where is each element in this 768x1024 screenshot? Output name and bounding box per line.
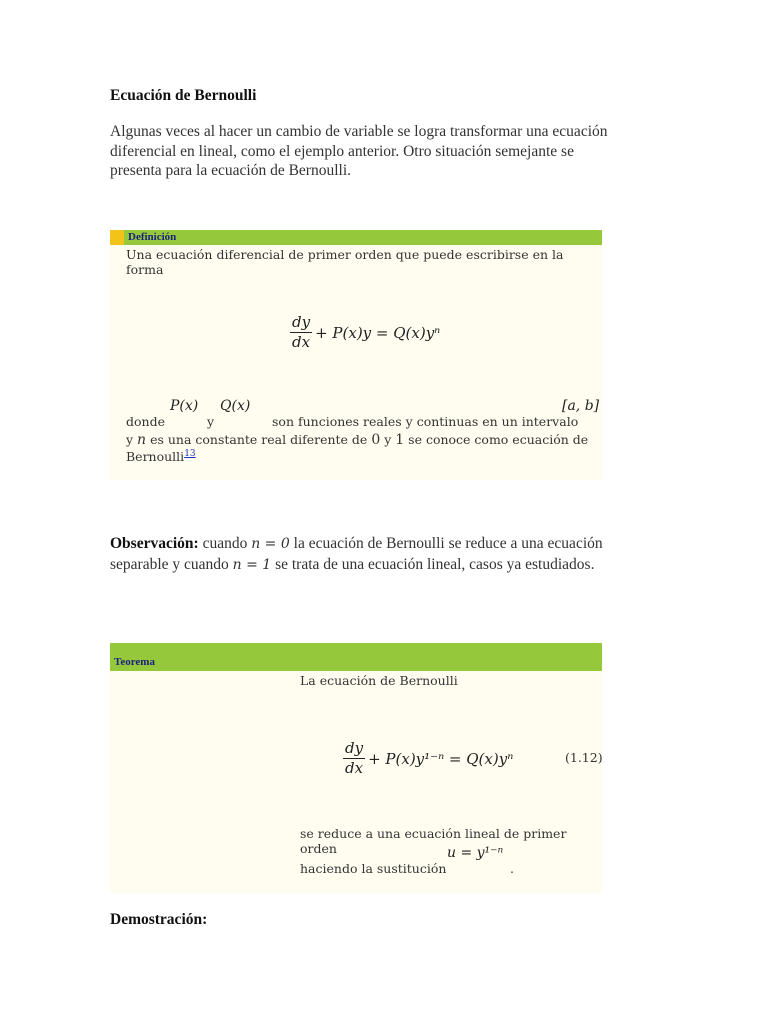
theorem-equation-rest: + P(x)y¹⁻ⁿ = Q(x)yⁿ: [368, 749, 514, 768]
theorem-fraction-denominator: dx: [345, 759, 364, 777]
definition-equation: [290, 314, 440, 351]
where-interval: [a, b]: [562, 398, 600, 414]
where-y2: y: [384, 432, 392, 447]
where-line2-y: y: [126, 432, 134, 447]
observation-text3: se trata de una ecuación lineal, casos ya estudiados.: [275, 555, 595, 573]
where-text3: se conoce como ecuación de: [408, 432, 589, 447]
where-n: n: [137, 432, 147, 448]
fraction-denominator: dx: [292, 333, 311, 351]
observation-math1: n = 0: [251, 536, 290, 552]
theorem-intro: La ecuación de Bernoulli: [300, 673, 458, 688]
observation-text2: la ecuación de Bernoulli se reduce a una ecuación separable y cuando: [110, 535, 603, 573]
where-q: Q(x): [220, 398, 251, 414]
theorem-substitution: u = y¹⁻ⁿ: [447, 845, 504, 861]
where-line2: [126, 432, 588, 448]
derivative-fraction: [290, 314, 312, 351]
observation-paragraph: [110, 534, 630, 575]
theorem-line2: haciendo la sustitución: [300, 861, 447, 876]
where-donde: donde: [126, 414, 165, 429]
definition-marker: [110, 230, 124, 245]
where-line3: [126, 449, 196, 464]
where-p: P(x): [170, 398, 199, 414]
where-y-word: y: [207, 414, 215, 429]
equation-number: (1.12): [565, 750, 603, 765]
observation-text1: cuando: [202, 535, 248, 552]
definition-intro: Una ecuación diferencial de primer orden que puede escribirse en la forma: [126, 247, 564, 277]
definition-label: Definición: [128, 231, 177, 243]
where-text2: es una constante real diferente de: [150, 432, 368, 447]
theorem-period: .: [510, 861, 514, 876]
where-bernoulli: Bernoulli: [126, 449, 185, 465]
theorem-box: [110, 643, 602, 893]
where-one: 1: [395, 432, 405, 448]
theorem-derivative-fraction: [343, 740, 365, 777]
theorem-label: Teorema: [114, 656, 155, 668]
observation-math2: n = 1: [232, 556, 272, 573]
demonstration-label: Demostración:: [110, 911, 208, 928]
theorem-header-bar: [110, 643, 602, 671]
where-text1: son funciones reales y continuas en un intervalo: [272, 414, 579, 429]
section-heading: Ecuación de Bernoulli: [110, 87, 257, 104]
observation-label: Observación:: [110, 535, 199, 552]
fraction-numerator: dy: [292, 313, 311, 331]
theorem-line1: se reduce a una ecuación lineal de primer orden: [300, 826, 567, 856]
footnote-link[interactable]: 13: [184, 449, 196, 459]
theorem-equation: [343, 740, 513, 777]
definition-header-bar: [110, 230, 602, 245]
equation-rest: + P(x)y = Q(x)yⁿ: [315, 323, 441, 342]
where-zero: 0: [371, 432, 381, 448]
intro-paragraph: Algunas veces al hacer un cambio de variable se logra transformar una ecuación diferencial en lineal, como el ejemplo anterior. Otro situación semejante se presenta para la ecuación de Bernoulli.: [110, 123, 608, 179]
theorem-fraction-numerator: dy: [345, 739, 364, 757]
definition-box: [110, 230, 602, 480]
